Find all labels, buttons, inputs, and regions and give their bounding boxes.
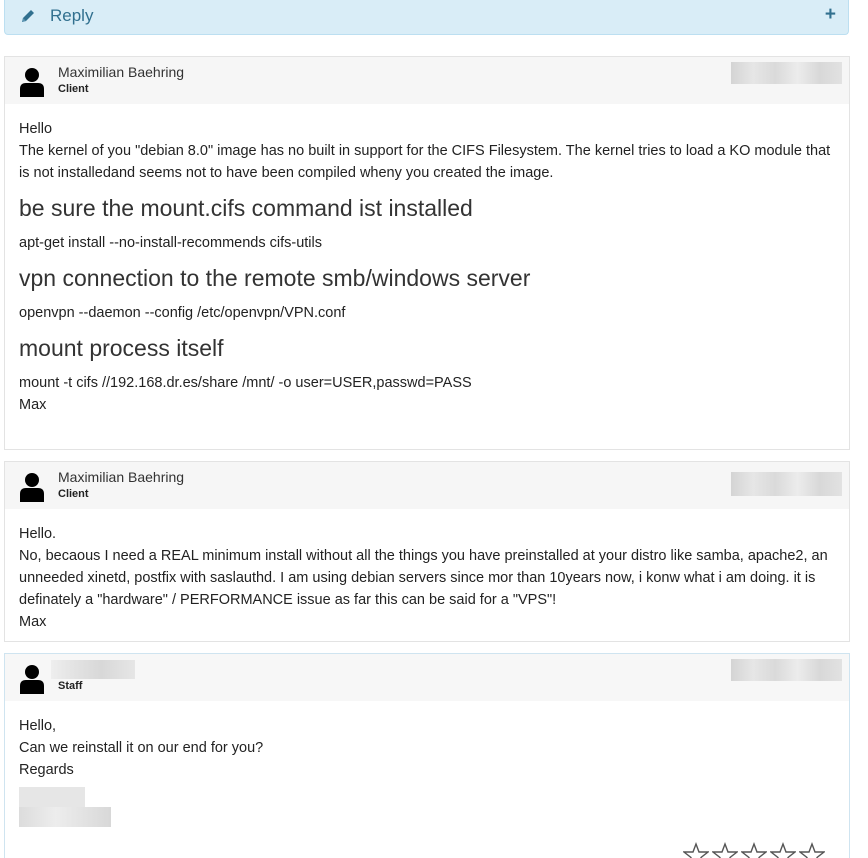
signature: Max bbox=[19, 614, 47, 630]
paragraph: Can we reinstall it on our end for you? bbox=[19, 740, 264, 756]
signature: Regards bbox=[19, 762, 74, 778]
reply-body bbox=[5, 701, 849, 837]
star-5-icon[interactable] bbox=[799, 842, 825, 858]
rating-stars bbox=[683, 842, 825, 858]
greeting: Hello, bbox=[19, 718, 57, 734]
user-avatar-icon bbox=[20, 664, 44, 694]
heading: mount process itself bbox=[19, 335, 224, 361]
author-role: Client bbox=[58, 488, 89, 500]
reply-header bbox=[5, 57, 849, 104]
reply-label: Reply bbox=[50, 6, 94, 25]
reply-header bbox=[5, 462, 849, 509]
greeting: Hello. bbox=[19, 526, 57, 542]
star-3-icon[interactable] bbox=[741, 842, 767, 858]
pencil-icon bbox=[19, 7, 37, 25]
author-name: Maximilian Baehring bbox=[58, 64, 185, 80]
user-avatar-icon bbox=[20, 472, 44, 502]
reply-body bbox=[5, 509, 849, 643]
reply-bar[interactable] bbox=[4, 0, 849, 35]
ticket-reply-2 bbox=[4, 461, 850, 642]
paragraph: No, becaous I need a REAL minimum install without all the things you have preinstalled at your distro like samba, apache2, an unneeded xinetd, postfix with saslauthd. I am using debian servers since mor than 10years now, i konw what i am doing. it is definately a "hardware" / PERFORMANCE issue as far this can be said for a "VPS"! bbox=[19, 548, 828, 608]
author-role: Staff bbox=[58, 680, 83, 692]
command: apt-get install --no-install-recommends cifs-utils bbox=[19, 235, 322, 251]
greeting: Hello bbox=[19, 121, 53, 137]
staff-name-redacted bbox=[51, 660, 135, 679]
user-avatar-icon bbox=[20, 67, 44, 97]
author-role: Client bbox=[58, 83, 89, 95]
star-4-icon[interactable] bbox=[770, 842, 796, 858]
date-redacted bbox=[731, 62, 842, 84]
author-name: Maximilian Baehring bbox=[58, 469, 185, 485]
date-redacted bbox=[731, 659, 842, 681]
reply-body bbox=[5, 104, 849, 426]
reply-header bbox=[5, 654, 849, 701]
star-1-icon[interactable] bbox=[683, 842, 709, 858]
signature: Max bbox=[19, 397, 47, 413]
plus-icon[interactable]: + bbox=[824, 4, 836, 25]
command: mount -t cifs //192.168.dr.es/share /mnt/ -o user=USER,passwd=PASS bbox=[19, 375, 472, 391]
star-2-icon[interactable] bbox=[712, 842, 738, 858]
ticket-reply-3 bbox=[4, 653, 850, 858]
ticket-reply-1 bbox=[4, 56, 850, 450]
command: openvpn --daemon --config /etc/openvpn/VPN.conf bbox=[19, 305, 346, 321]
paragraph: The kernel of you "debian 8.0" image has no built in support for the CIFS Filesystem. The kernel tries to load a KO module that is not installedand seems not to have been compiled wheny you created the image. bbox=[19, 143, 831, 181]
heading: be sure the mount.cifs command ist installed bbox=[19, 195, 473, 221]
date-redacted bbox=[731, 472, 842, 496]
heading: vpn connection to the remote smb/windows server bbox=[19, 265, 531, 291]
staff-signature-redacted bbox=[19, 787, 111, 827]
